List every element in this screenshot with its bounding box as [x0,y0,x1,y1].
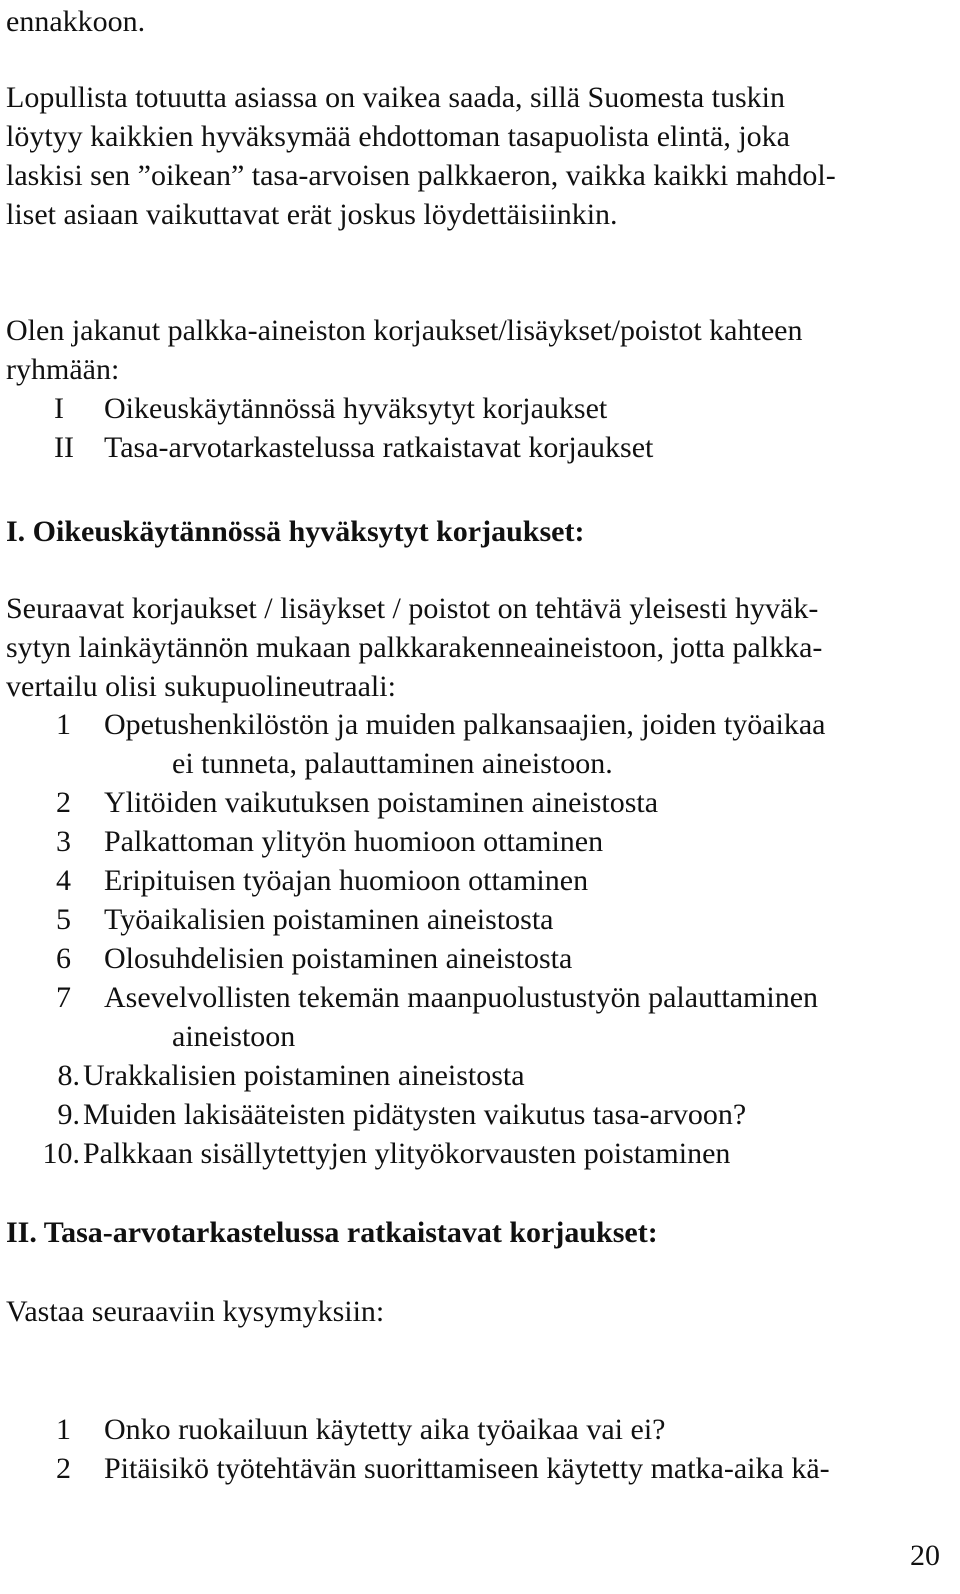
list-item [6,783,951,822]
text-line: sytyn lainkäytännön mukaan palkkarakenneaineistoon, jotta palkka- [6,631,823,664]
item-text: Pitäisikö työtehtävän suorittamiseen käytetty matka-aika kä- [104,1452,830,1485]
group-label: Oikeuskäytännössä hyväksytyt korjaukset [104,392,608,425]
item-text: Muiden lakisääteisten pidätysten vaikutus tasa-arvoon? [83,1098,747,1131]
item-number: 3 [56,825,71,858]
text-line: Seuraavat korjaukset / lisäykset / poistot on tehtävä yleisesti hyväk- [6,592,819,625]
list-item [6,1095,951,1134]
item-text: Opetushenkilöstön ja muiden palkansaajien, joiden työaikaa [104,708,826,741]
list-item [6,1134,951,1173]
item-number: 4 [56,864,71,897]
item-number: 8. [57,1059,80,1092]
group-label: Tasa-arvotarkastelussa ratkaistavat korjaukset [104,431,654,464]
item-text: Ylitöiden vaikutuksen poistaminen aineistosta [104,786,659,819]
group-item [6,389,951,428]
item-number: 9. [57,1098,80,1131]
item-text: Eripituisen työajan huomioon ottaminen [104,864,589,897]
corrections-list [6,705,951,1173]
item-number: 6 [56,942,71,975]
page-number: 20 [910,1539,940,1572]
section-heading-2: II. Tasa-arvotarkastelussa ratkaistavat korjaukset: [6,1216,658,1249]
group-item [6,428,951,467]
item-number: 1 [56,708,71,741]
paragraph-4: Vastaa seuraaviin kysymyksiin: [6,1295,385,1328]
list-item [6,1410,951,1449]
list-item [6,861,951,900]
section-heading-1: I. Oikeuskäytännössä hyväksytyt korjaukset: [6,515,585,548]
item-number: 7 [56,981,71,1014]
list-item [6,900,951,939]
group-number: II [54,431,74,464]
item-continuation: aineistoon [172,1020,296,1053]
text-line: liset asiaan vaikuttavat erät joskus löydettäisiinkin. [6,198,618,231]
item-number: 1 [56,1413,71,1446]
questions-list [6,1410,951,1488]
item-text: Olosuhdelisien poistaminen aineistosta [104,942,573,975]
text-line: vertailu olisi sukupuolineutraali: [6,670,396,703]
continued-text: ennakkoon. [6,5,146,38]
item-text: Palkattoman ylityön huomioon ottaminen [104,825,604,858]
item-number: 2 [56,1452,71,1485]
paragraph-3 [6,589,951,706]
list-item [6,978,951,1017]
text-line: laskisi sen ”oikean” tasa-arvoisen palkkaeron, vaikka kaikki mahdol- [6,159,836,192]
item-continuation: ei tunneta, palauttaminen aineistoon. [172,747,613,780]
item-number: 5 [56,903,71,936]
text-line: löytyy kaikkien hyväksymää ehdottoman tasapuolista elintä, joka [6,120,790,153]
group-number: I [54,392,64,425]
list-item [6,1449,951,1488]
text-line: ryhmään: [6,353,120,386]
text-line: Lopullista totuutta asiassa on vaikea saada, sillä Suomesta tuskin [6,81,786,114]
item-text: Onko ruokailuun käytetty aika työaikaa vai ei? [104,1413,666,1446]
text-line: Olen jakanut palkka-aineiston korjaukset/lisäykset/poistot kahteen [6,314,803,347]
list-item [6,822,951,861]
item-number: 10. [42,1137,80,1170]
item-text: Palkkaan sisällytettyjen ylityökorvausten poistaminen [83,1137,731,1170]
list-item [6,1056,951,1095]
item-text: Urakkalisien poistaminen aineistosta [83,1059,525,1092]
item-number: 2 [56,786,71,819]
paragraph-2 [6,311,951,467]
item-text: Asevelvollisten tekemän maanpuolustustyön palauttaminen [104,981,819,1014]
paragraph-1 [6,78,951,234]
list-item [6,939,951,978]
list-item [6,705,951,744]
item-text: Työaikalisien poistaminen aineistosta [104,903,554,936]
